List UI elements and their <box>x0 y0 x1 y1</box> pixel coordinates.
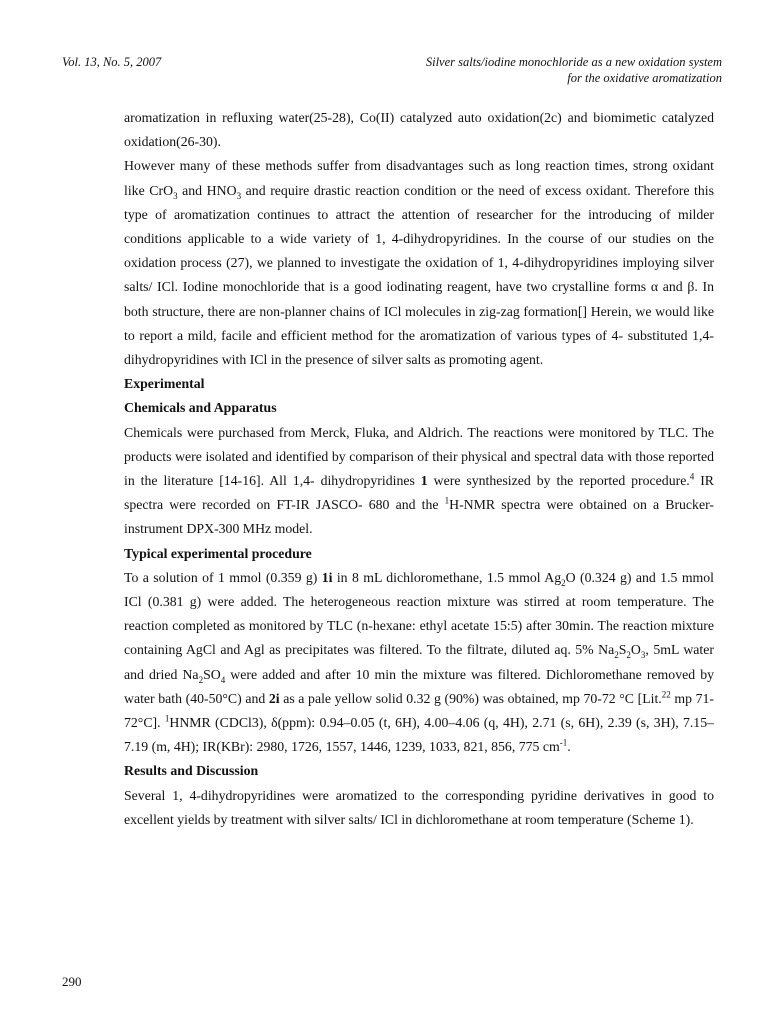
heading-chemicals-apparatus: Chemicals and Apparatus <box>124 400 277 416</box>
paragraph-disadvantages: However many of these methods suffer from disadvantages such as long reaction times, strong oxidant like CrO$_3$ and $HNO_3$ and require drastic reaction condition or the need of excess oxidant. Therefore this type of aromatization continues to attract the attention of researcher for the introducing of milder conditions applicable to a wide variety of 1, 4-dihydropyridines. In the course of our studies on the oxidation process (27), we planned to investigate the oxidation of 1, 4-dihydropyridines imploying silver salts/ ICl. Iodine monochloride that is a good iodinating reagent, have two crystalline forms α and β. In both structure, there are non-planner chains of ICl molecules in zig-zag formation[] Herein, we would like to report a mild, facile and efficient method for the aromatization of various types of 4- substituted 1,4- dihydropyridines with ICl in the presence of silver salts as promoting agent. <box>124 158 714 368</box>
paragraph-results: Several 1, 4-dihydropyridines were aromatized to the corresponding pyridine derivatives in good to excellent yields by treatment with silver salts/ ICl in dichloromethane at room temperature (Scheme 1). <box>124 787 714 827</box>
running-header-title-line1: Silver salts/iodine monochloride as a new oxidation system <box>425 55 722 69</box>
article-body <box>124 106 714 832</box>
heading-typical-procedure: Typical experimental procedure <box>124 545 312 561</box>
paragraph-chemicals: Chemicals were purchased from Merck, Fluka, and Aldrich. The reactions were monitored by TLC. The products were isolated and identified by comparison of their physical and spectral data with those reported in the literature [14-16]. All 1,4- dihydropyridines 1 were synthesized by the reported procedure.$^4$ IR spectra were recorded on FT-IR JASCO- 680 and the $^1$H-NMR spectra were obtained on a Brucker-instrument DPX-300 MHz model. <box>124 424 715 537</box>
page-number: 290 <box>62 974 82 989</box>
heading-experimental: Experimental <box>124 376 205 392</box>
running-header-title-line2: for the oxidative aromatization <box>567 71 722 85</box>
paragraph-intro-continuation: aromatization in refluxing water(25-28), Co(II) catalyzed auto oxidation(2c) and biomimetic catalyzed oxidation(26-30). <box>124 110 714 150</box>
running-header-right <box>426 54 722 86</box>
running-header-left: Vol. 13, No. 5, 2007 <box>62 55 162 69</box>
heading-results-discussion: Results and Discussion <box>124 763 259 779</box>
paragraph-procedure: To a solution of 1 mmol (0.359 g) 1i in 8 mL dichloromethane, 1.5 mmol $Ag_2O$ (0.324 g) and 1.5 mmol ICl (0.381 g) were added. The heterogeneous reaction mixture was stirred at room temperature. The reaction completed as monitored by TLC (n-hexane: ethyl acetate 15:5) after 30min. The reaction mixture containing AgCl and Agl as precipitates was filtered. To the filtrate, diluted aq. 5% $Na_2S_2O_3$, 5mL water and dried $Na_2SO_4$ were added and after 10 min the mixture was filtered. Dichloromethane removed by water bath (40-50°C) and 2i as a pale yellow solid 0.32 g (90%) was obtained, mp 70-72 °C [Lit.$^{22}$ mp 71-72°C]. $^1$HNMR (CDCl3), δ(ppm): 0.94–0.05 (t, 6H), 4.00–4.06 (q, 4H), 2.71 (s, 6H), 2.39 (s, 3H), 7.15–7.19 (m, 4H); IR(KBr): 2980, 1726, 1557, 1446, 1239, 1033, 821, 856, 775 $cm^{-1}$. <box>124 569 715 755</box>
